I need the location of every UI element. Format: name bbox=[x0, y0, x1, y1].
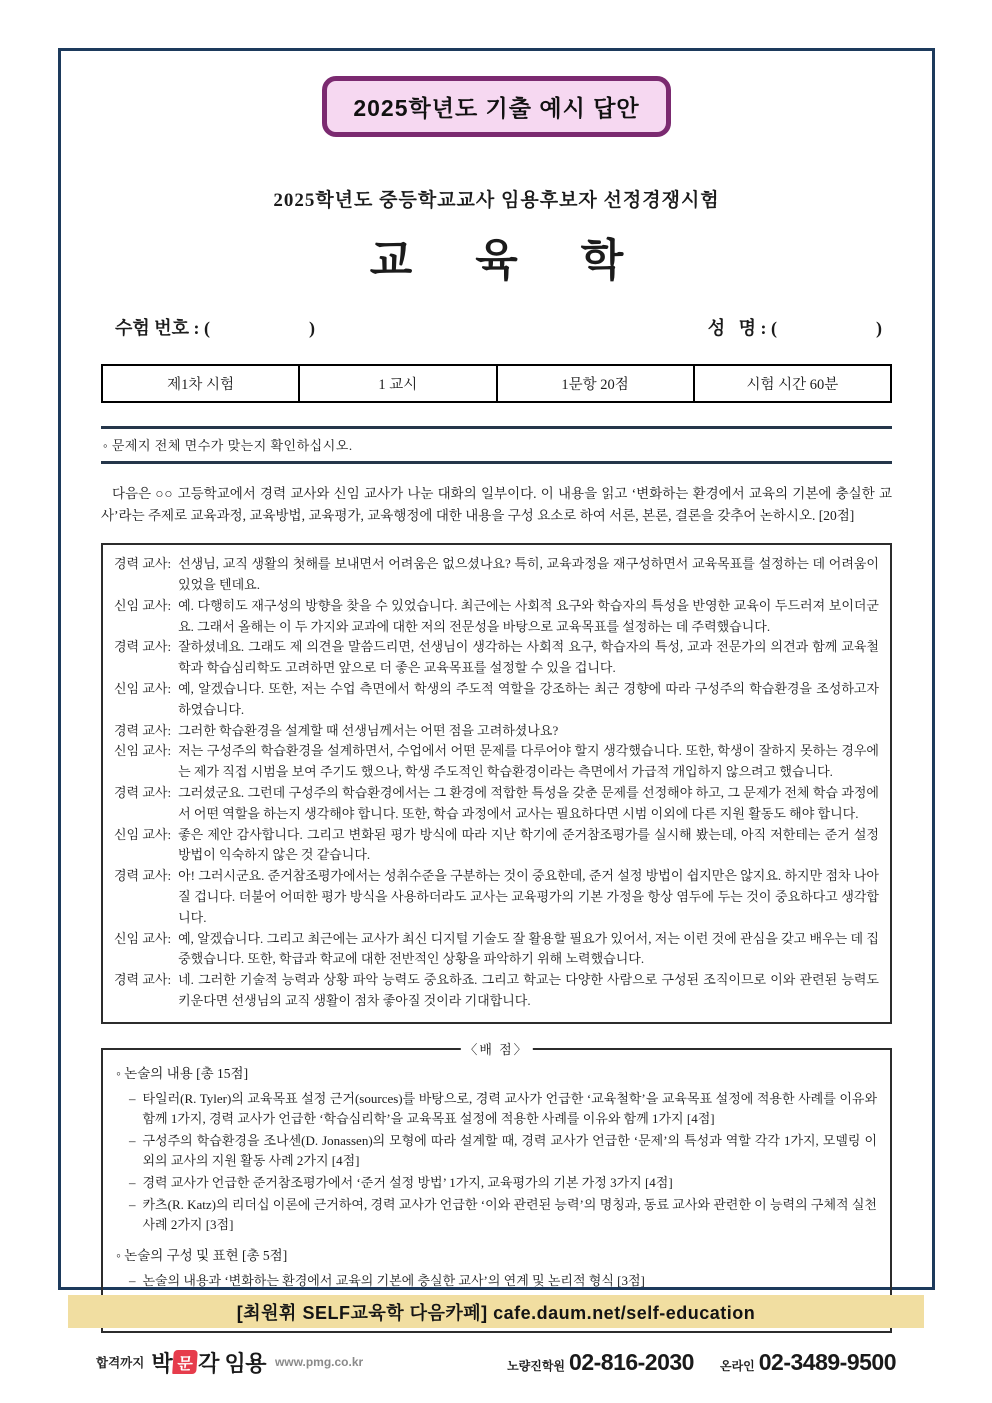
dialogue-line bbox=[114, 554, 879, 596]
phone-number: 02-3489-9500 bbox=[758, 1348, 896, 1375]
dialogue-line bbox=[114, 970, 879, 1012]
dialogue-line bbox=[114, 596, 879, 638]
page-check-notice: ◦ 문제지 전체 면수가 맞는지 확인하십시오. bbox=[103, 438, 353, 453]
subject-title: 교 육 학 bbox=[369, 236, 650, 285]
phone-group-academy bbox=[507, 1349, 694, 1376]
name-field: 성 명 : ( ) bbox=[707, 318, 882, 338]
dialogue-line bbox=[114, 637, 879, 679]
scoring-item bbox=[116, 1089, 877, 1129]
dialogue-speaker: 경력 교사: bbox=[114, 972, 172, 988]
dialogue-text: 저는 구성주의 학습환경을 설계하면서, 수업에서 어떤 문제를 다루어야 할지 생각했습니다. 또한, 학생이 잘하지 못하는 경우에는 제가 직접 시범을 보여 주기도 했으나, 학생 주도적인 학습환경이라는 측면에서 가급적 개입하지 않으려고 했습니다. bbox=[178, 743, 879, 780]
dialogue-speaker: 신임 교사: bbox=[114, 930, 172, 946]
dialogue-speaker: 경력 교사: bbox=[114, 639, 172, 655]
phone-label: 노량진학원 bbox=[507, 1358, 566, 1373]
exam-info-table bbox=[101, 364, 892, 403]
dialogue-text: 잘하셨네요. 그래도 제 의견을 말씀드리면, 선생님이 생각하는 사회적 요구, 학습자의 특성, 교과 전문가의 의견과 함께 교육철학과 학습심리학도 고려하면 앞으로 더 좋은 교육목표를 설정할 수 있을 겁니다. bbox=[178, 639, 879, 676]
pmg-url: www.pmg.co.kr bbox=[274, 1355, 364, 1369]
dialogue-line bbox=[114, 741, 879, 783]
pmg-name-part2: 각 임용 bbox=[198, 1350, 266, 1376]
pmg-tagline: 합격까지 bbox=[96, 1356, 145, 1370]
scoring-legend: 〈배 점〉 bbox=[460, 1040, 532, 1060]
scoring-item bbox=[116, 1131, 877, 1171]
scoring-item-text: 논술의 내용과 ‘변화하는 환경에서 교육의 기본에 충실한 교사’의 연계 및 논리적 형식 [3점] bbox=[142, 1272, 645, 1288]
dash-bullet: – bbox=[129, 1090, 136, 1106]
info-cell-time: 시험 시간 60분 bbox=[694, 365, 891, 402]
dash-bullet: – bbox=[129, 1272, 136, 1288]
phone-numbers bbox=[481, 1349, 896, 1376]
dialogue-line bbox=[114, 825, 879, 867]
dialogue-speaker: 경력 교사: bbox=[114, 556, 172, 572]
page-check-notice-block bbox=[101, 426, 892, 464]
pmg-name bbox=[151, 1347, 266, 1378]
question-instruction: 다음은 ○○ 고등학교에서 경력 교사와 신임 교사가 나눈 대화의 일부이다. 이 내용을 읽고 ‘변화하는 환경에서 교육의 기본에 충실한 교사’라는 주제로 교육과정, 교육방법, 교육평가, 교육행정에 대한 내용을 구성 요소로 하여 서론, 본론, 결론을 갖추어 논하시오. [20점] bbox=[101, 486, 892, 523]
dialogue-speaker: 경력 교사: bbox=[114, 784, 172, 800]
dash-bullet: – bbox=[129, 1197, 136, 1213]
publisher-strip bbox=[96, 1340, 896, 1384]
dialogue-text: 예, 알겠습니다. 또한, 저는 수업 측면에서 학생의 주도적 역할을 강조하는 최근 경향에 따라 구성주의 학습환경을 조성하고자 하였습니다. bbox=[178, 680, 879, 717]
scoring-item-text: 경력 교사가 언급한 준거참조평가에서 ‘준거 설정 방법’ 1가지, 교육평가의 기본 가정 3가지 [4점] bbox=[142, 1175, 673, 1191]
rule-bottom bbox=[101, 461, 892, 464]
scoring-item bbox=[116, 1271, 877, 1291]
cafe-banner: [최원휘 SELF교육학 다음카페] cafe.daum.net/self-education bbox=[68, 1295, 924, 1328]
dialogue-box bbox=[101, 543, 892, 1024]
info-cell-points: 1문항 20점 bbox=[497, 365, 694, 402]
scoring-item-text: 카츠(R. Katz)의 리더십 이론에 근거하여, 경력 교사가 언급한 ‘이와 관련된 능력’의 명칭과, 동료 교사와 관련한 이 능력의 구체적 실천 사례 2가지 [3점] bbox=[142, 1197, 877, 1233]
scoring-section-content bbox=[116, 1064, 877, 1236]
dialogue-line bbox=[114, 679, 879, 721]
dialogue-speaker: 신임 교사: bbox=[114, 597, 172, 613]
scoring-section-title: ◦ 논술의 구성 및 표현 [총 5점] bbox=[116, 1247, 288, 1263]
dialogue-speaker: 신임 교사: bbox=[114, 743, 172, 759]
info-cell-round: 제1차 시험 bbox=[102, 365, 299, 402]
dialogue-line bbox=[114, 866, 879, 928]
exam-paper-frame bbox=[58, 48, 935, 1290]
pmg-moon-icon: 문 bbox=[172, 1350, 198, 1374]
dialogue-speaker: 신임 교사: bbox=[114, 680, 172, 696]
dialogue-text: 예. 다행히도 재구성의 방향을 찾을 수 있었습니다. 최근에는 사회적 요구와 학습자의 특성을 반영한 교육이 두드러져 보이더군요. 그래서 올해는 이 두 가지와 교과에 대한 저의 전문성을 바탕으로 교육목표를 설정하는 데 주력했습니다. bbox=[178, 597, 879, 634]
scoring-item bbox=[116, 1173, 877, 1193]
dialogue-speaker: 경력 교사: bbox=[114, 722, 172, 738]
pmg-logo bbox=[96, 1347, 363, 1378]
dialogue-text: 선생님, 교직 생활의 첫해를 보내면서 어려움은 없으셨나요? 특히, 교육과정을 재구성하면서 교육목표를 설정하는 데 어려움이 있었을 텐데요. bbox=[178, 556, 879, 592]
pmg-name-part1: 박 bbox=[151, 1350, 173, 1376]
info-cell-period: 1 교시 bbox=[299, 365, 496, 402]
dash-bullet: – bbox=[129, 1132, 136, 1148]
dialogue-text: 아! 그러시군요. 준거참조평가에서는 성취수준을 구분하는 것이 중요한데, 준거 설정 방법이 쉽지만은 않지요. 하지만 점차 나아질 겁니다. 더불어 어떠한 평가 방식을 사용하더라도 교사는 교육평가의 기본 가정을 항상 염두에 두는 것이 중요하다고 생각합니다. bbox=[178, 868, 879, 925]
exam-number-field: 수험 번호 : ( ) bbox=[115, 318, 316, 338]
dialogue-text: 그러한 학습환경을 설계할 때 선생님께서는 어떤 점을 고려하셨나요? bbox=[178, 722, 559, 738]
dialogue-speaker: 경력 교사: bbox=[114, 868, 172, 884]
dialogue-line bbox=[114, 721, 879, 742]
scoring-item bbox=[116, 1195, 877, 1235]
dialogue-line bbox=[114, 783, 879, 825]
dialogue-text: 좋은 제안 감사합니다. 그리고 변화된 평가 방식에 따라 지난 학기에 준거참조평가를 실시해 봤는데, 아직 저한테는 준거 설정 방법이 익숙하지 않은 것 같습니다. bbox=[178, 826, 879, 863]
scoring-item-text: 타일러(R. Tyler)의 교육목표 설정 근거(sources)를 바탕으로, 경력 교사가 언급한 ‘교육철학’을 교육목표 설정에 적용한 사례를 이유와 함께 1가지, 경력 교사가 언급한 ‘학습심리학’을 교육목표 설정에 적용한 사례를 이유와 함께 1가지 [4점] bbox=[142, 1090, 877, 1126]
phone-number: 02-816-2030 bbox=[569, 1348, 694, 1375]
dash-bullet: – bbox=[129, 1175, 136, 1191]
dialogue-speaker: 신임 교사: bbox=[114, 826, 172, 842]
exam-title: 2025학년도 중등학교교사 임용후보자 선정경쟁시험 bbox=[273, 190, 720, 211]
scoring-section-title: ◦ 논술의 내용 [총 15점] bbox=[116, 1065, 249, 1081]
dialogue-text: 네. 그러한 기술적 능력과 상황 파악 능력도 중요하죠. 그리고 학교는 다양한 사람으로 구성된 조직이므로 이와 관련된 능력도 키운다면 선생님의 교직 생활이 점차 좋아질 것이라 기대합니다. bbox=[178, 972, 879, 1008]
scoring-box bbox=[101, 1041, 892, 1333]
scoring-item-text: 구성주의 학습환경을 조나센(D. Jonassen)의 모형에 따라 설계할 때, 경력 교사가 언급한 ‘문제’의 특성과 역할 각각 1가지, 모델링 이외의 교사의 지원 활동 사례 2가지 [4점] bbox=[142, 1132, 877, 1169]
phone-group-online bbox=[720, 1349, 896, 1376]
dialogue-text: 그러셨군요. 그런데 구성주의 학습환경에서는 그 환경에 적합한 특성을 갖춘 문제를 선정해야 하고, 그 문제가 전체 학습 과정에서 어떤 역할을 하는지 생각해야 합니다. 또한, 학습 과정에서 교사는 필요하다면 시범 이외에 다른 지원 활동도 해야 합니다. bbox=[178, 784, 879, 821]
phone-label: 온라인 bbox=[719, 1358, 755, 1373]
answer-example-badge: 2025학년도 기출 예시 답안 bbox=[322, 76, 670, 137]
dialogue-line bbox=[114, 929, 879, 971]
dialogue-text: 예, 알겠습니다. 그리고 최근에는 교사가 최신 디지털 기술도 잘 활용할 필요가 있어서, 저는 이런 것에 관심을 갖고 배우는 데 집중했습니다. 또한, 학급과 학교에 대한 전반적인 상황을 파악하기 위해 노력했습니다. bbox=[178, 930, 879, 967]
